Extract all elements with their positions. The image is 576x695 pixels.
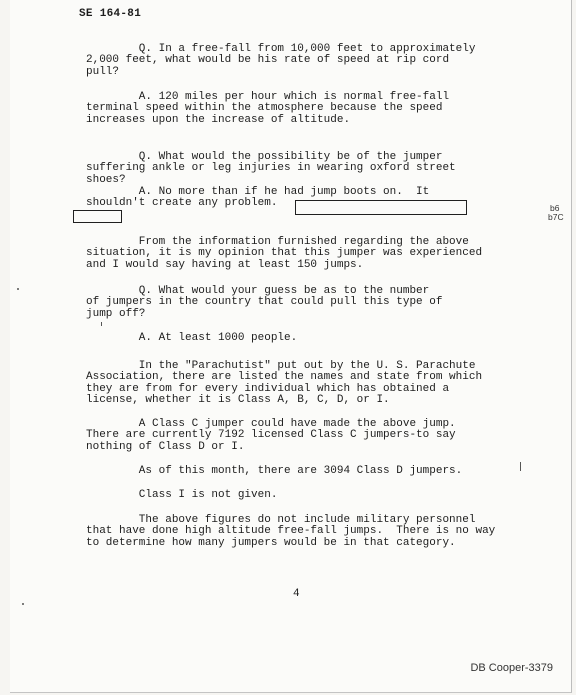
paragraph-military: The above figures do not include military personnel that have done high altitude free-fall jumps. There is no way to determine how many jumpers would be in that category. (86, 514, 496, 549)
exemption-code-b7c: b7C (548, 212, 564, 222)
scan-mark (520, 462, 521, 471)
scan-speck (17, 288, 19, 290)
redaction-box (295, 200, 467, 215)
paragraph-class-i: Class I is not given. (86, 489, 278, 501)
paragraph-answer-number-of-jumpers: A. At least 1000 people. (86, 332, 298, 344)
scan-mark (101, 322, 102, 326)
paragraph-parachutist: In the "Parachutist" put out by the U. S. Parachute Association, there are listed the names and state from which they are from for every individual which has obtained a license, whether it is Class A, B, C, D, or I. (86, 360, 483, 407)
paragraph-answer-injuries: A. No more than if he had jump boots on. It shouldn't create any problem. (86, 186, 430, 210)
document-page (10, 0, 572, 693)
scan-speck (22, 603, 24, 605)
paragraph-class-d: As of this month, there are 3094 Class D jumpers. (86, 465, 463, 477)
paragraph-answer-freefall-speed: A. 120 miles per hour which is normal free-fall terminal speed within the atmosphere because the speed increases upon the increase of altitude. (86, 91, 450, 126)
redaction-box-small (73, 210, 122, 223)
bates-stamp: DB Cooper-3379 (470, 662, 553, 674)
document-number: SE 164-81 (79, 8, 142, 20)
paragraph-question-freefall-speed: Q. In a free-fall from 10,000 feet to approximately 2,000 feet, what would be his rate of speed at rip cord pull? (86, 43, 476, 78)
paragraph-opinion: From the information furnished regarding the above situation, it is my opinion that this jumper was experienced and I would say having at least 150 jumps. (86, 236, 483, 271)
paragraph-question-number-of-jumpers: Q. What would your guess be as to the number of jumpers in the country that could pull this type of jump off? (86, 285, 443, 320)
page-number: 4 (293, 588, 300, 600)
exemption-code-b6: b6 (550, 203, 560, 213)
paragraph-class-c: A Class C jumper could have made the above jump. There are currently 7192 licensed Class C jumpers-to say nothing of Class D or I. (86, 418, 456, 453)
paragraph-question-injuries: Q. What would the possibility be of the jumper suffering ankle or leg injuries in wearing oxford street shoes? (86, 151, 456, 186)
